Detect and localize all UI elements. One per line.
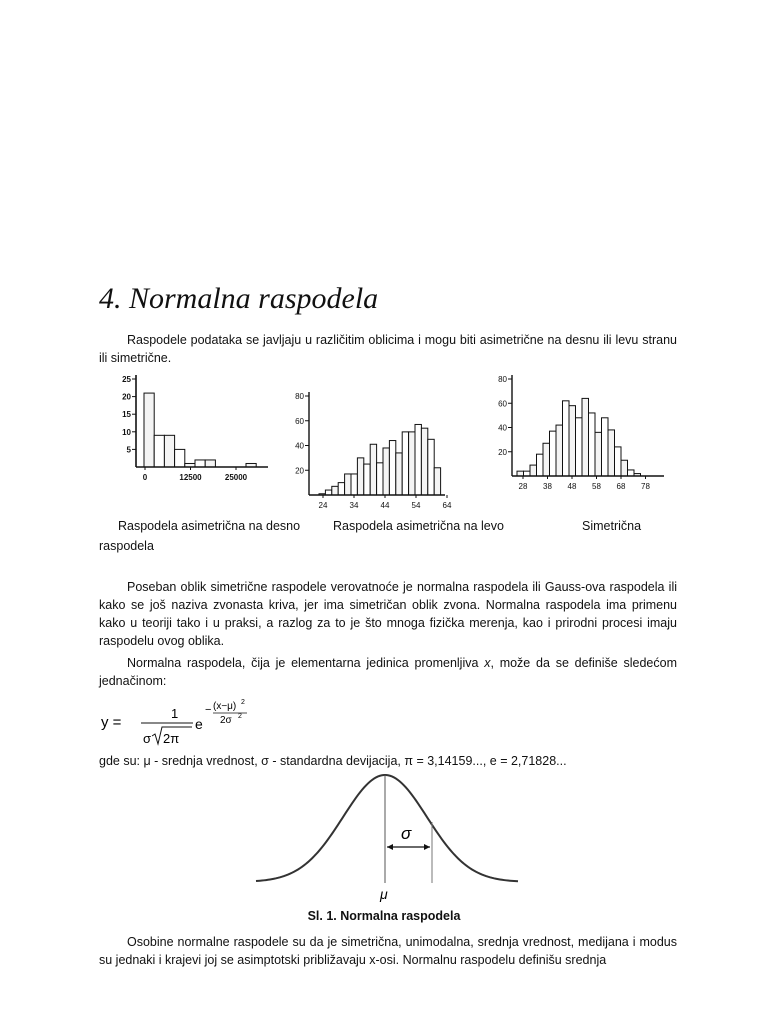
- histogram-bar: [595, 432, 602, 476]
- equation-intro-text: Normalna raspodela, čija je elementarna jedinica promenljiva: [127, 656, 485, 670]
- normal-curve-figure: [250, 772, 525, 907]
- y-tick-label: 20: [122, 392, 131, 402]
- x-tick-label: 0: [142, 473, 148, 482]
- histogram-bar: [530, 465, 537, 476]
- x-tick-label: 44: [380, 501, 390, 510]
- histogram-bar: [144, 393, 154, 467]
- formula-exp-num-power: 2: [241, 699, 245, 706]
- y-tick-label: 60: [295, 416, 304, 426]
- sigma-label: σ: [401, 824, 412, 843]
- section-heading: 4. Normalna raspodela: [99, 282, 379, 315]
- histogram-bar: [364, 464, 370, 495]
- histogram-bar: [332, 486, 338, 495]
- histogram-bar: [434, 468, 440, 495]
- histogram-bar: [383, 448, 389, 495]
- histogram-bar: [154, 435, 164, 467]
- histogram-bar: [402, 432, 408, 495]
- x-tick-label: 38: [543, 482, 552, 491]
- histogram-bar: [205, 460, 215, 467]
- x-tick-label: 54: [411, 501, 421, 510]
- formula-e: e: [195, 716, 203, 732]
- histogram-bar: [524, 471, 531, 476]
- formula-sqrt-content: 2π: [163, 731, 180, 746]
- histogram-bar: [389, 441, 395, 495]
- formula-sigma: σ: [143, 731, 152, 746]
- figure-caption: Sl. 1. Normalna raspodela: [307, 909, 461, 923]
- histogram-bar: [377, 463, 383, 495]
- formula-exp-numerator: (x−μ): [213, 701, 237, 712]
- formula-exp-minus: −: [205, 704, 212, 716]
- histogram-symmetric: [486, 372, 666, 494]
- histogram-bar: [164, 435, 174, 467]
- histogram-bar: [345, 474, 351, 495]
- intro-paragraph: Raspodele podataka se javljaju u različitim oblicima i mogu biti asimetrične na desnu ili levu stranu ili simetrične.: [99, 333, 677, 365]
- histogram-right-skewed: [108, 372, 280, 482]
- x-tick-label: 28: [518, 482, 528, 491]
- normal-distribution-paragraph: Poseban oblik simetrične raspodele verovatnoće je normalna raspodela ili Gauss-ova raspodela ili kako se još naziva zvonasta kriva, jer ima simetričan oblik zvona. Normalna raspodela ima primenu kako u teoriji tako i u praksi, a razlog za to je što mnoga fizička merenja, kao i prirodni procesi imaju raspodelu ovog oblika.: [99, 580, 677, 648]
- equation-intro-text-end: , može da se definiše sledećom jednačinom:: [99, 656, 678, 688]
- y-tick-label: 20: [295, 466, 304, 476]
- caption-right-skewed: Raspodela asimetrična na desno: [118, 519, 301, 533]
- caption-right-skewed-line2: raspodela: [99, 539, 154, 553]
- histogram-bar: [589, 413, 596, 476]
- histogram-bar: [608, 430, 615, 476]
- y-tick-label: 80: [498, 375, 507, 384]
- y-tick-label: 80: [295, 392, 304, 401]
- variable-x: x: [484, 656, 491, 670]
- x-tick-label: 68: [616, 482, 626, 491]
- formula-numerator: 1: [171, 706, 179, 721]
- histogram-bar: [550, 431, 557, 476]
- histogram-bar: [195, 460, 205, 467]
- histogram-bar: [621, 460, 628, 476]
- histogram-bar: [325, 490, 331, 495]
- x-tick-label: 78: [641, 482, 650, 491]
- histogram-bar: [396, 453, 402, 495]
- histogram-bar: [537, 454, 544, 476]
- properties-paragraph: Osobine normalne raspodele su da je simetrična, unimodalna, srednja vrednost, medijana i modus su jednaki i krajevi joj se asimptotski približavaju x-osi. Normalnu raspodelu definišu srednja: [99, 935, 677, 967]
- x-tick-label: 34: [349, 501, 359, 510]
- histogram-bar: [556, 425, 563, 476]
- mu-label: μ: [380, 886, 388, 902]
- histogram-bar: [543, 443, 550, 476]
- parameters-line: gde su: μ - srednja vrednost, σ - standardna devijacija, π = 3,14159..., e = 2,71828...: [99, 754, 567, 768]
- x-tick-label: 24: [318, 501, 328, 510]
- y-tick-label: 20: [498, 447, 507, 457]
- formula-y: y =: [101, 714, 122, 731]
- x-tick-label: 48: [567, 482, 577, 491]
- histogram-bar: [409, 432, 415, 495]
- formula-exp-den-power: 2: [238, 713, 242, 720]
- caption-left-skewed: Raspodela asimetrična na levo: [333, 519, 504, 533]
- histogram-bar: [370, 444, 376, 495]
- histogram-bar: [569, 406, 576, 476]
- y-tick-label: 40: [498, 423, 507, 433]
- histogram-bar: [517, 471, 524, 476]
- formula-exp-denominator: 2σ: [220, 715, 232, 726]
- histogram-bar: [175, 449, 185, 467]
- histogram-bar: [582, 398, 589, 476]
- histogram-left-skewed: [283, 384, 463, 514]
- equation-intro-paragraph: [99, 654, 677, 690]
- x-tick-label: 25000: [224, 473, 248, 482]
- histogram-bar: [338, 483, 344, 495]
- histogram-bar: [415, 424, 421, 495]
- y-tick-label: 25: [122, 375, 131, 384]
- x-tick-label: 58: [592, 482, 601, 491]
- histogram-bar: [563, 401, 570, 476]
- y-tick-label: 40: [295, 441, 304, 451]
- x-tick-label: 64: [442, 501, 452, 510]
- histogram-bar: [615, 447, 622, 476]
- histogram-bar: [421, 428, 427, 495]
- histogram-bar: [357, 458, 363, 495]
- x-tick-label: 12500: [179, 473, 202, 482]
- histogram-bar: [351, 474, 357, 495]
- bell-curve: [256, 775, 518, 881]
- y-tick-label: 10: [122, 427, 131, 437]
- histogram-bar: [576, 418, 583, 476]
- caption-symmetric: Simetrična: [582, 519, 642, 533]
- y-tick-label: 5: [126, 445, 131, 455]
- histogram-bar: [428, 439, 434, 495]
- y-tick-label: 60: [498, 399, 507, 409]
- histogram-bar: [602, 418, 609, 476]
- normal-pdf-formula: [99, 696, 269, 752]
- histogram-bar: [628, 470, 635, 476]
- y-tick-label: 15: [122, 410, 131, 420]
